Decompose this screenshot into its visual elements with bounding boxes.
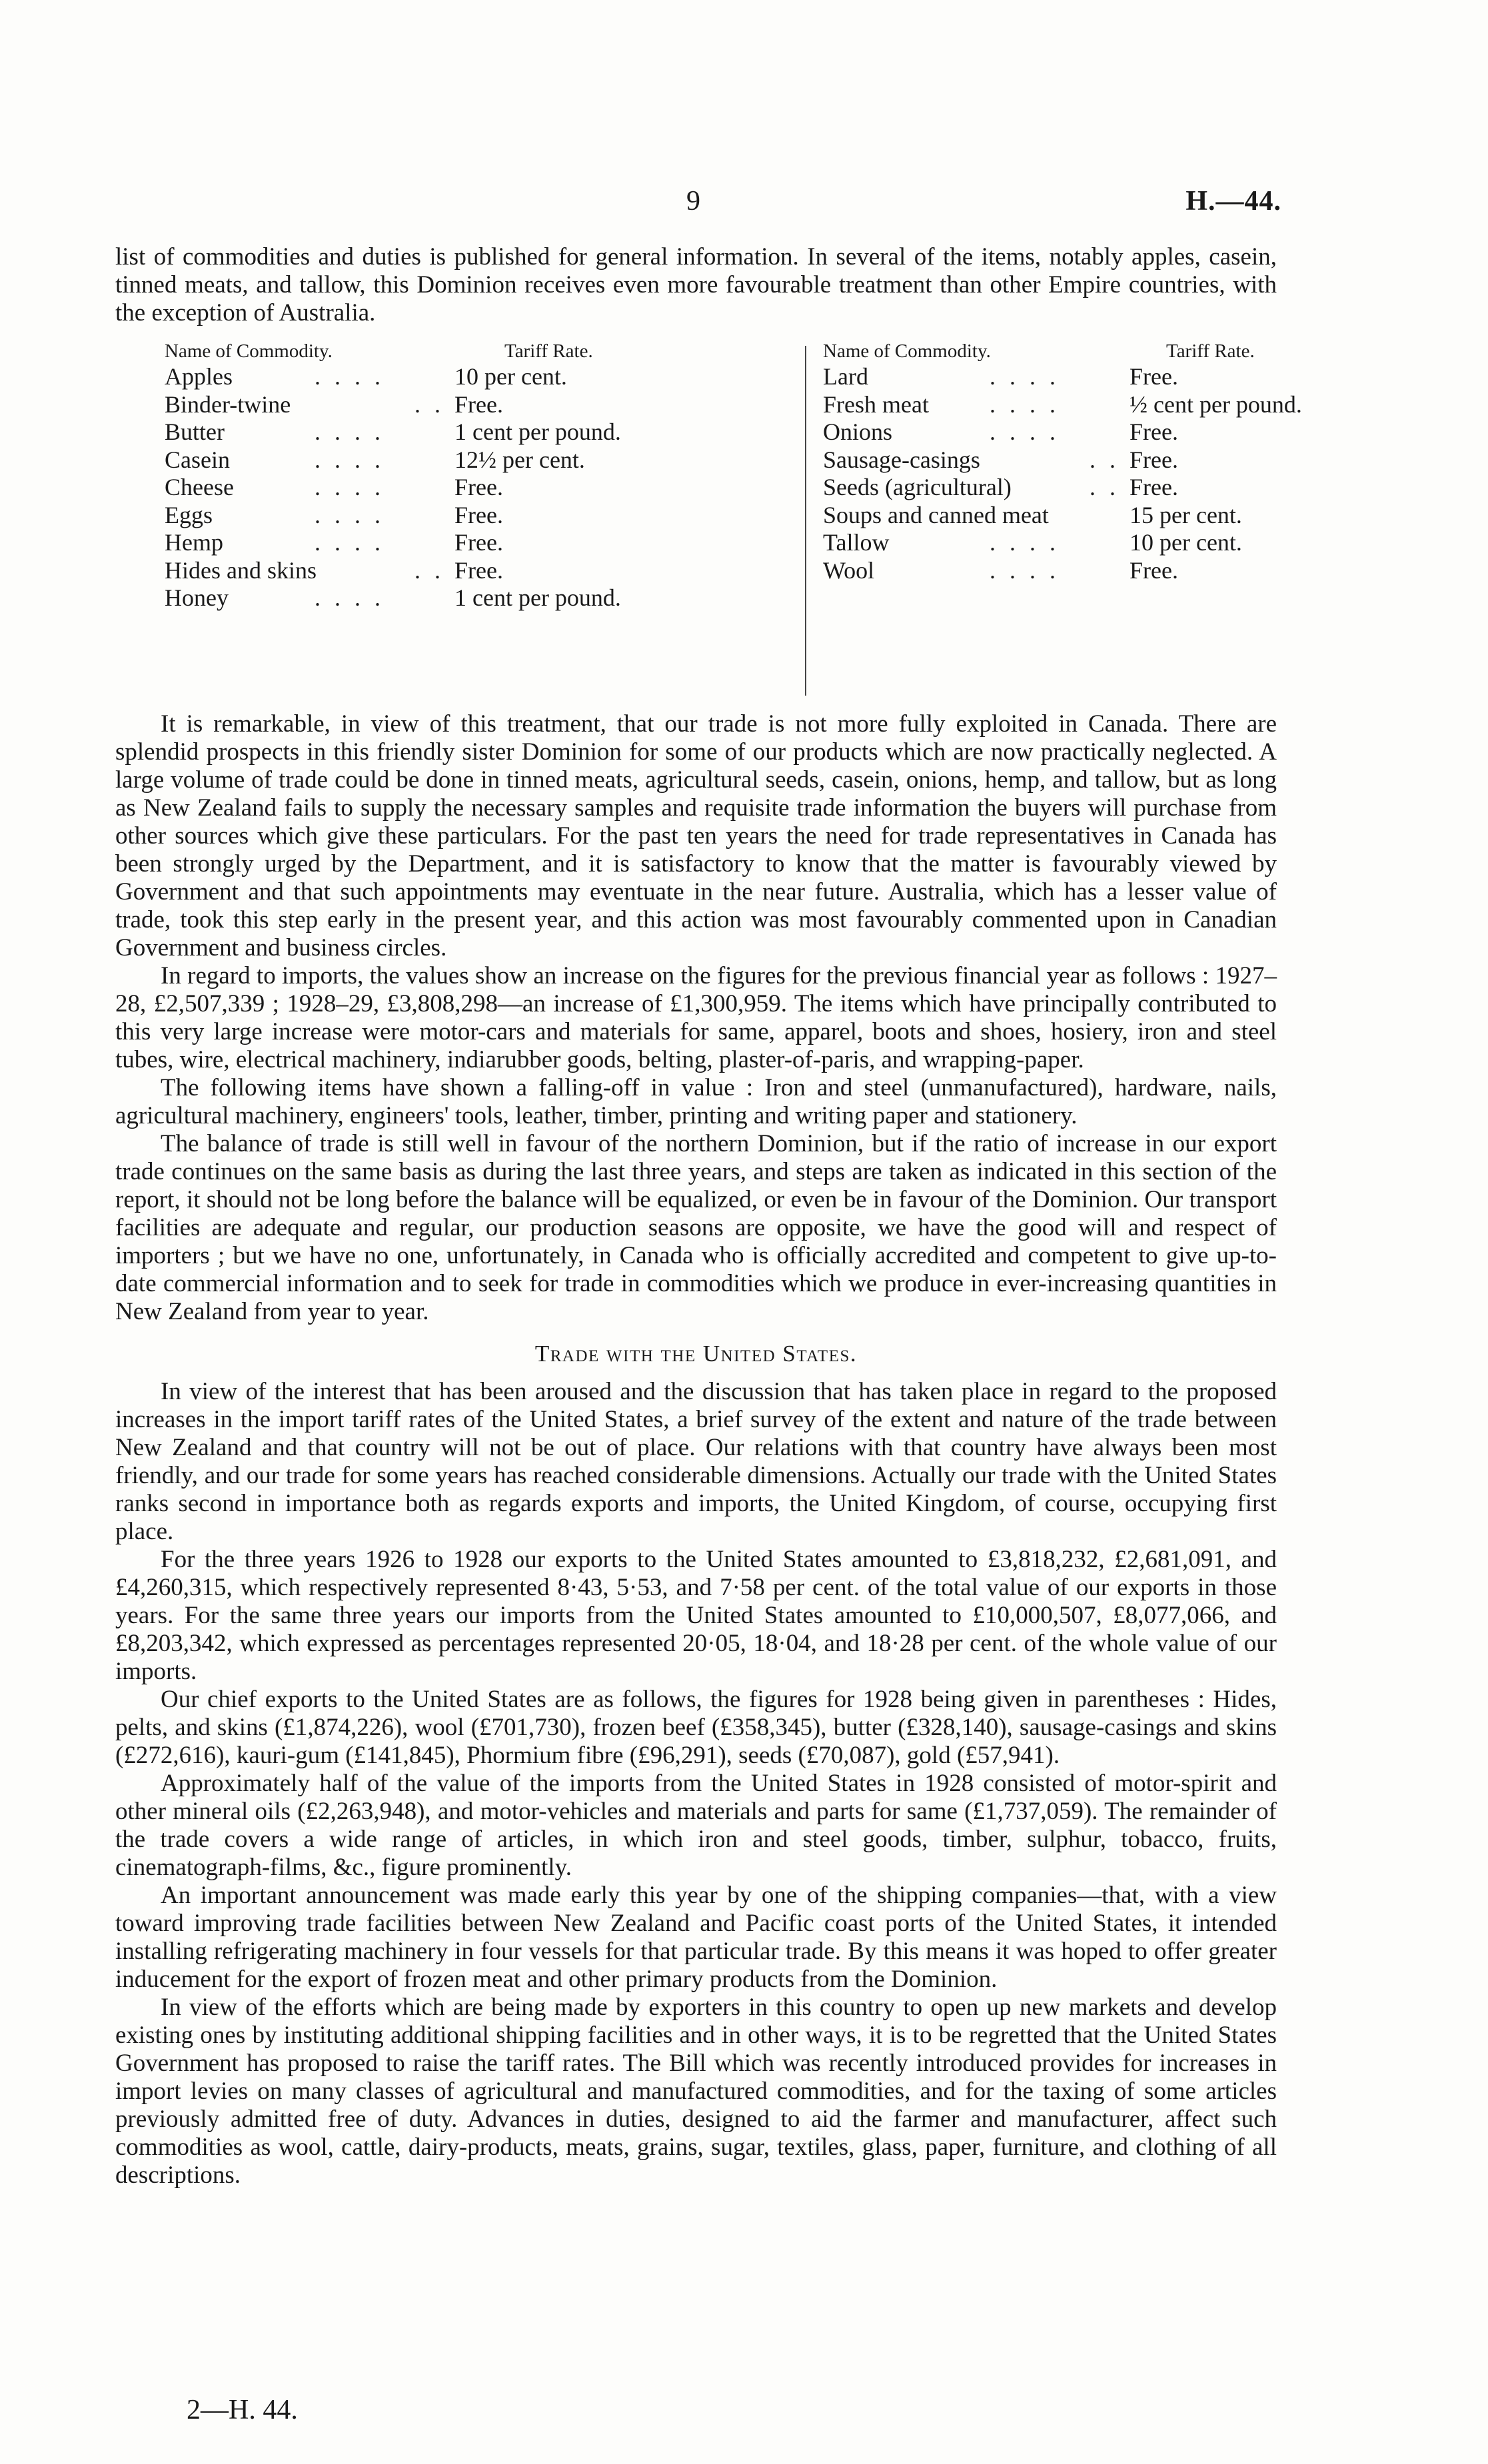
leader-dots: . . <box>1090 474 1119 500</box>
commodity-name: Binder-twine <box>165 390 291 418</box>
leader-dots: . . . . <box>990 363 1060 390</box>
tariff-row <box>823 390 1302 419</box>
tariff-row <box>165 474 788 502</box>
tariff-row <box>823 446 1289 474</box>
commodity-header: Name of Commodity. <box>165 340 333 362</box>
page-number: 9 <box>686 186 700 217</box>
text-column <box>115 243 1302 2189</box>
body-paragraph: Approximately half of the value of the imports from the United States in 1928 consisted of motor-spirit and other mineral oils (£2,263,948), and motor-vehicles and materials and parts for same (£1,737,059). The remainder of the trade covers a wide range of articles, in which iron and steel goods, timber, sulphur, tobacco, fruits, cinematograph-films, &c., figure prominently. <box>115 1770 1277 1881</box>
tariff-table-right-column <box>823 339 1302 584</box>
leader-dots: . . . . <box>315 363 384 390</box>
commodity-name: Wool <box>823 556 875 584</box>
tariff-rate: Free. <box>1129 418 1178 445</box>
commodity-name: Soups and canned meat <box>823 501 1049 528</box>
commodity-name: Casein <box>165 446 230 473</box>
body-paragraph: An important announcement was made early this year by one of the shipping companies—that, with a view toward improving trade facilities between New Zealand and Pacific coast ports of the United States, it intended installing refrigerating machinery in four vessels for that particular trade. By this means it was hoped to offer greater inducement for the export of frozen meat and other primary products from the Dominion. <box>115 1882 1277 1993</box>
body-paragraph: The following items have shown a falling-off in value : Iron and steel (unmanufactured), hardware, nails, agricultural machinery, engineers' tools, leather, timber, printing and writing paper and stationery. <box>115 1074 1277 1129</box>
tariff-table <box>115 339 1302 696</box>
commodity-header: Name of Commodity. <box>823 340 991 362</box>
tariff-row <box>165 391 788 419</box>
tariff-row <box>823 363 1289 391</box>
tariff-rate: ½ cent per pound. <box>1129 390 1302 418</box>
body-paragraph: For the three years 1926 to 1928 our exports to the United States amounted to £3,818,232, £2,681,091, and £4,260,315, which respectively represented 8·43, 5·53, and 7·58 per cent. of the total value of our exports in those years. For the same three years our imports from the United States amounted to £10,000,507, £8,077,066, and £8,203,342, which expressed as percentages represented 20·05, 18·04, and 18·28 per cent. of the whole value of our imports. <box>115 1546 1277 1685</box>
tariff-rate: Free. <box>1129 363 1178 390</box>
tariff-table-header <box>165 339 788 363</box>
canada-section <box>115 710 1277 1326</box>
leader-dots: . . . . <box>990 529 1060 556</box>
tariff-rate: Free. <box>454 474 503 500</box>
tariff-row <box>165 584 788 612</box>
body-paragraph: It is remarkable, in view of this treatment, that our trade is not more fully exploited in Canada. There are splendid prospects in this friendly sister Dominion for some of our products which are now practically neglected. A large volume of trade could be done in tinned meats, agricultural seeds, casein, onions, hemp, and tallow, but as long as New Zealand fails to supply the necessary samples and requisite trade information the buyers will purchase from other sources which give these particulars. For the past ten years the need for trade representatives in Canada has been strongly urged by the Department, and it is satisfactory to know that the matter is favourably viewed by Government and that such appointments may eventuate in the near future. Australia, which has a lesser value of trade, took this step early in the present year, and this action was most favourably commented upon in Canadian Government and business circles. <box>115 710 1277 961</box>
tariff-row <box>823 474 1289 502</box>
tariff-row <box>823 529 1289 557</box>
leader-dots: . . . . <box>315 529 384 556</box>
tariff-rate: 10 per cent. <box>454 363 567 390</box>
leader-dots: . . <box>414 390 444 418</box>
tariff-rate: 1 cent per pound. <box>454 584 621 611</box>
united-states-section <box>115 1378 1277 2189</box>
tariff-row <box>823 502 1289 530</box>
tariff-rate: 15 per cent. <box>1129 501 1242 528</box>
rate-header: Tariff Rate. <box>504 340 593 362</box>
commodity-name: Seeds (agricultural) <box>823 474 1012 500</box>
tariff-rate: Free. <box>1129 556 1178 584</box>
commodity-name: Hides and skins <box>165 556 317 584</box>
leader-dots: . . . . <box>990 390 1060 418</box>
section-heading-text: Trade with the United States. <box>534 1341 858 1367</box>
tariff-table-left-column <box>165 339 788 612</box>
tariff-rate: 12½ per cent. <box>454 446 585 473</box>
leader-dots: . . <box>1090 446 1119 473</box>
tariff-rate: Free. <box>454 390 503 418</box>
tariff-row <box>165 418 788 446</box>
tariff-rate: Free. <box>454 529 503 556</box>
body-paragraph: In regard to imports, the values show an increase on the figures for the previous financial year as follows : 1927–28, £2,507,339 ; 1928–29, £3,808,298—an increase of £1,300,959. The items which have principally contributed to this very large increase were motor-cars and materials for same, apparel, boots and shoes, hosiery, iron and steel tubes, wire, electrical machinery, indiarubber goods, belting, plaster-of-paris, and wrapping-paper. <box>115 962 1277 1073</box>
commodity-name: Hemp <box>165 529 223 556</box>
commodity-name: Butter <box>165 418 225 445</box>
tariff-row <box>165 363 788 391</box>
leader-dots: . . . . <box>315 418 384 445</box>
leader-dots: . . . . <box>315 474 384 500</box>
tariff-rate: Free. <box>1129 446 1178 473</box>
commodity-name: Tallow <box>823 529 890 556</box>
tariff-row <box>165 502 788 530</box>
commodity-name: Onions <box>823 418 893 445</box>
tariff-table-header <box>823 339 1289 363</box>
tariff-row <box>823 418 1289 446</box>
leader-dots: . . . . <box>990 418 1060 445</box>
page-signature: 2—H. 44. <box>187 2395 298 2425</box>
leader-dots: . . . . <box>315 501 384 528</box>
paper-number: H.—44. <box>1185 186 1281 217</box>
commodity-name: Cheese <box>165 474 234 500</box>
commodity-name: Honey <box>165 584 229 611</box>
section-heading <box>115 1341 1277 1367</box>
tariff-rate: Free. <box>454 501 503 528</box>
body-paragraph: The balance of trade is still well in favour of the northern Dominion, but if the ratio of increase in our export trade continues on the same basis as during the last three years, and steps are taken as indicated in this section of the report, it should not be long before the balance will be equalized, or even be in favour of the Dominion. Our transport facilities are adequate and regular, our production seasons are opposite, we have the good will and respect of importers ; but we have no one, unfortunately, in Canada who is officially accredited and competent to give up-to-date commercial information and to seek for trade in commodities which we produce in ever-increasing quantities in New Zealand from year to year. <box>115 1130 1277 1325</box>
rate-header: Tariff Rate. <box>1166 340 1255 362</box>
tariff-row <box>165 529 788 557</box>
tariff-rate: 1 cent per pound. <box>454 418 621 445</box>
commodity-name: Fresh meat <box>823 390 929 418</box>
tariff-rate: Free. <box>1129 474 1178 500</box>
commodity-name: Lard <box>823 363 868 390</box>
column-divider <box>805 346 806 696</box>
running-header <box>0 185 1488 219</box>
tariff-row <box>165 446 788 474</box>
leader-dots: . . . . <box>315 584 384 611</box>
tariff-rate: 10 per cent. <box>1129 529 1242 556</box>
tariff-row <box>823 557 1289 585</box>
leader-dots: . . . . <box>315 446 384 473</box>
commodity-name: Eggs <box>165 501 213 528</box>
tariff-rate: Free. <box>454 556 503 584</box>
tariff-row <box>165 557 788 585</box>
body-paragraph: In view of the efforts which are being made by exporters in this country to open up new markets and develop existing ones by instituting additional shipping facilities and in other ways, it is to be regretted that the United States Government has proposed to raise the tariff rates. The Bill which was recently introduced provides for increases in import levies on many classes of agricultural and manufactured commodities, and for the taxing of some articles previously admitted free of duty. Advances in duties, designed to aid the farmer and manufacturer, affect such commodities as wool, cattle, dairy-products, meats, grains, sugar, textiles, glass, paper, furniture, and clothing of all descriptions. <box>115 1994 1277 2189</box>
leader-dots: . . . . <box>990 556 1060 584</box>
commodity-name: Apples <box>165 363 233 390</box>
leader-dots: . . <box>414 556 444 584</box>
intro-paragraph: list of commodities and duties is published for general information. In several of the items, notably apples, casein, tinned meats, and tallow, this Dominion receives even more favourable treatment than other Empire countries, with the exception of Australia. <box>115 243 1277 326</box>
body-paragraph: In view of the interest that has been aroused and the discussion that has taken place in regard to the proposed increases in the import tariff rates of the United States, a brief survey of the extent and nature of the trade between New Zealand and that country will not be out of place. Our relations with that country have always been most friendly, and our trade for some years has reached considerable dimensions. Actually our trade with the United States ranks second in importance both as regards exports and imports, the United Kingdom, of course, occupying first place. <box>115 1378 1277 1545</box>
body-paragraph: Our chief exports to the United States are as follows, the figures for 1928 being given in parentheses : Hides, pelts, and skins (£1,874,226), wool (£701,730), frozen beef (£358,345), butter (£328,140), sausage-casings and skins (£272,616), kauri-gum (£141,845), Phormium fibre (£96,291), seeds (£70,087), gold (£57,941). <box>115 1686 1277 1769</box>
commodity-name: Sausage-casings <box>823 446 980 473</box>
